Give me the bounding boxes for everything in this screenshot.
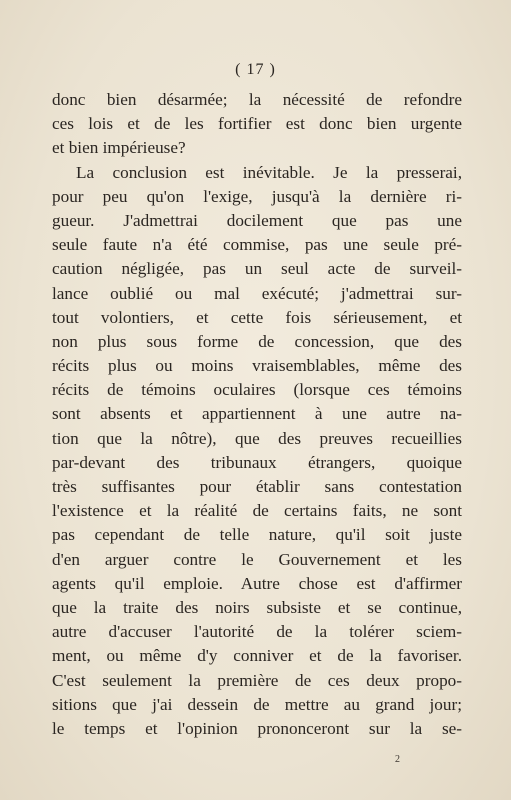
text-line: ment, ou même d'y conniver et de la favoriser. [52,646,462,666]
page-number: ( 17 ) [235,61,276,78]
text-line: récits plus ou moins vraisemblables, même des [52,356,462,376]
text-line: et bien impérieuse? [52,138,186,158]
text-line: caution négligée, pas un seul acte de surveil- [52,259,462,279]
text-line: très suffisantes pour établir sans contestation [52,477,462,496]
text-line: d'en arguer contre le Gouvernement et les [52,549,462,569]
text-line: La conclusion est inévitable. Je la presserai, [76,162,462,182]
text-line: C'est seulement la première de ces deux propo- [52,670,462,690]
text-line: pas cependant de telle nature, qu'il soit juste [52,525,462,545]
text-line: sont absents et appartiennent à une autre na- [52,404,462,424]
text-line: ces lois et de les fortifier est donc bien urgente [52,114,462,134]
text-line: tout volontiers, et cette fois sérieusement, et [52,307,462,327]
text-line: tion que la nôtre), que des preuves recueillies [52,428,462,448]
text-line: non plus sous forme de concession, que des [52,331,462,351]
text-line: lance oublié ou mal exécuté; j'admettrai sur- [52,283,462,303]
text-line: que la traite des noirs subsiste et se continue, [52,597,462,617]
text-line: récits de témoins oculaires (lorsque ces témoins [52,380,462,400]
text-line: pour peu qu'on l'exige, jusqu'à la dernière ri- [52,186,462,206]
text-line: par-devant des tribunaux étrangers, quoique [52,452,462,472]
text-line: agents qu'il emploie. Autre chose est d'affirmer [52,573,462,593]
text-line: sitions que j'ai dessein de mettre au grand jour; [52,694,462,714]
text-line: gueur. J'admettrai docilement que pas une [52,210,462,230]
body-text [52,88,462,741]
text-line: le temps et l'opinion prononceront sur la se- [52,718,462,738]
text-line: donc bien désarmée; la nécessité de refondre [52,90,462,109]
signature-mark: 2 [395,754,400,765]
text-line: seule faute n'a été commise, pas une seule pré- [52,235,462,255]
text-line: autre d'accuser l'autorité de la tolérer sciem- [52,622,462,642]
text-line: l'existence et la réalité de certains faits, ne sont [52,501,462,521]
